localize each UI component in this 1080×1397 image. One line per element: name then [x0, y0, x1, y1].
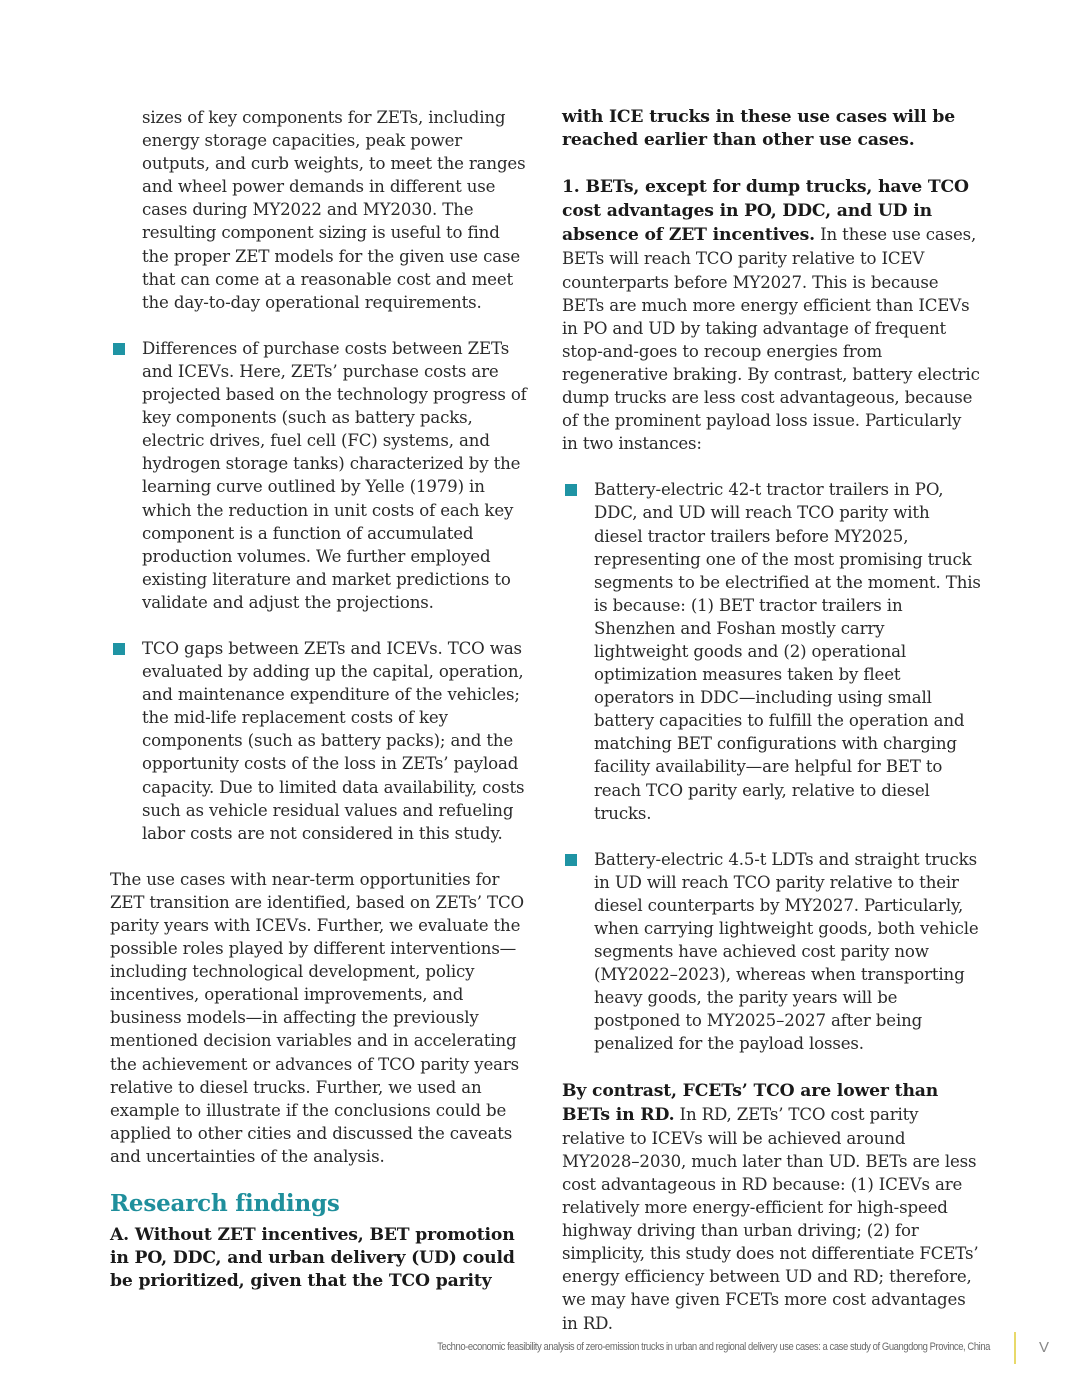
point-1-bold-lead: 1. BETs, except for dump trucks, have TCO cost advantages in PO, DDC, and UD in absence of ZET incentives. — [562, 177, 969, 246]
continued-paragraph: sizes of key components for ZETs, including energy storage capacities, peak power outputs, and curb weights, to meet the ranges and wheel power demands in different use cases during MY2022 and MY2030. The resulting component sizing is useful to find the proper ZET models for the given use case that can come at a reasonable cost and meet the day-to-day operational requirements. — [142, 108, 526, 312]
contrast-bold-lead: By contrast, FCETs’ TCO are lower than BETs in RD. — [562, 1080, 939, 1125]
contrast-body: In RD, ZETs’ TCO cost parity relative to ICEVs will be achieved around MY2028–2030, much later than UD. BETs are less cost advantageous in RD because: (1) ICEVs are relatively more energy-efficient for high-speed highway driving than urban driving; (2) for simplicity, this study does not differentiate FCETs’ energy efficiency between UD and RD; therefore, we may have given FCETs more cost advantages in RD. — [562, 1104, 979, 1333]
right-column — [562, 106, 982, 1335]
footer-running-title: Techno-economic feasibility analysis of zero-emission trucks in urban and regional delivery use cases: a case study of Guangdong Province, China — [437, 1341, 990, 1353]
bullet-text: Differences of purchase costs between ZETs and ICEVs. Here, ZETs’ purchase costs are projected based on the technology progress of key components (such as battery packs, electric drives, fuel cell (FC) systems, and hydrogen storage tanks) characterized by the learning curve outlined by Yelle (1979) in which the reduction in unit costs of each key component is a function of accumulated production volumes. We further employed existing literature and market predictions to validate and adjust the projections. — [142, 338, 527, 612]
finding-a-heading-start: A. Without ZET incentives, BET promotion in PO, DDC, and urban delivery (UD) could be prioritized, given that the TCO parity — [110, 1225, 515, 1292]
teal-square-bullet-icon — [565, 484, 577, 496]
bullet-item-tco-gaps — [110, 637, 530, 845]
bullet-item-purchase-costs — [110, 337, 530, 614]
teal-square-bullet-icon — [113, 343, 125, 355]
finding-a-heading-end: with ICE trucks in these use cases will be reached earlier than other use cases. — [562, 107, 956, 151]
summary-paragraph: The use cases with near-term opportunities for ZET transition are identified, based on ZETs’ TCO parity years with ICEVs. Further, we evaluate the possible roles played by different interventions—including technological development, policy incentives, operational improvements, and business models—in affecting the previously mentioned decision variables and in accelerating the achievement or advances of TCO parity years relative to diesel trucks. Further, we used an example to illustrate if the conclusions could be applied to other cities and discussed the caveats and uncertainties of the analysis. — [110, 869, 524, 1166]
footer-divider — [1014, 1332, 1016, 1364]
bullet-text: Battery-electric 42-t tractor trailers in PO, DDC, and UD will reach TCO parity with diesel tractor trailers before MY2025, representing one of the most promising truck segments to be electrified at the moment. This is because: (1) BET tractor trailers in Shenzhen and Foshan mostly carry lightweight goods and (2) operational optimization measures taken by fleet operators in DDC—including using small battery capacities to fulfill the operation and matching BET configurations with charging facility availability—are helpful for BET to reach TCO parity early, relative to diesel trucks. — [594, 480, 981, 823]
teal-square-bullet-icon — [565, 854, 577, 866]
bullet-item-tractor-trailers — [562, 478, 982, 824]
teal-square-bullet-icon — [113, 643, 125, 655]
section-title-research-findings: Research findings — [110, 1190, 340, 1218]
contrast-paragraph — [562, 1079, 982, 1335]
bullet-item-ldts-straight-trucks — [562, 848, 982, 1056]
point-1-body: In these use cases, BETs will reach TCO parity relative to ICEV counterparts before MY2027. This is because BETs are much more energy efficient than ICEVs in PO and UD by taking advantage of frequent stop-and-goes to recoup energies from regenerative braking. By contrast, battery electric dump trucks are less cost advantageous, because of the prominent payload loss issue. Particularly in two instances: — [562, 225, 980, 454]
bullet-text: Battery-electric 4.5-t LDTs and straight trucks in UD will reach TCO parity relative to their diesel counterparts by MY2027. Particularly, when carrying lightweight goods, both vehicle segments have achieved cost parity now (MY2022–2023), whereas when transporting heavy goods, the parity years will be postponed to MY2025–2027 after being penalized for the payload losses. — [594, 849, 979, 1054]
left-column — [110, 106, 530, 1293]
bullet-text: TCO gaps between ZETs and ICEVs. TCO was evaluated by adding up the capital, operation, and maintenance expenditure of the vehicles; the mid-life replacement costs of key components (such as battery packs); and the opportunity costs of the loss in ZETs’ payload capacity. Due to limited data availability, costs such as vehicle residual values and refueling labor costs are not considered in this study. — [142, 638, 525, 843]
point-1-paragraph — [562, 175, 982, 455]
page-number: V — [1039, 1339, 1050, 1356]
